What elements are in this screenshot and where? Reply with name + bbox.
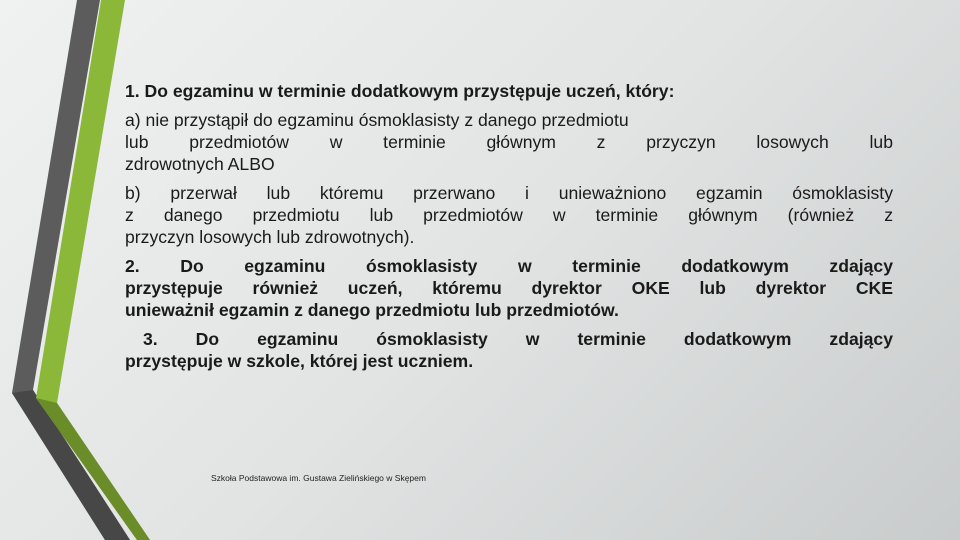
- text-line: przystępuje również uczeń, któremu dyrektor OKE lub dyrektor CKE: [125, 278, 893, 298]
- text-line: zdrowotnych ALBO: [125, 154, 275, 174]
- paragraph-3: [125, 328, 893, 372]
- text-line: b) przerwał lub któremu przerwano i unieważniono egzamin ósmoklasisty: [125, 183, 893, 203]
- text-line: 3. Do egzaminu ósmoklasisty w terminie dodatkowym zdający: [143, 329, 893, 349]
- slide-body: [125, 80, 893, 379]
- text-line: przystępuje w szkole, której jest uczniem.: [125, 351, 474, 371]
- paragraph-2: [125, 255, 893, 321]
- text-line: 2. Do egzaminu ósmoklasisty w terminie dodatkowym zdający: [125, 256, 893, 276]
- text-line: z danego przedmiotu lub przedmiotów w terminie głównym (również z: [125, 205, 893, 225]
- text-line: unieważnił egzamin z danego przedmiotu lub przedmiotów.: [125, 300, 619, 320]
- paragraph-a: [125, 109, 893, 175]
- paragraph-b: [125, 182, 893, 248]
- text-line: przyczyn losowych lub zdrowotnych).: [125, 227, 415, 247]
- footer-text: Szkoła Podstawowa im. Gustawa Zielińskiego w Skępem: [211, 473, 426, 483]
- gray-band-shadow: [12, 390, 130, 540]
- text-line: 1. Do egzaminu w terminie dodatkowym przystępuje uczeń, który:: [125, 81, 675, 101]
- text-line: lub przedmiotów w terminie głównym z przyczyn losowych lub: [125, 132, 893, 152]
- paragraph-1: [125, 80, 893, 102]
- text-line: a) nie przystąpił do egzaminu ósmoklasisty z danego przedmiotu: [125, 110, 629, 130]
